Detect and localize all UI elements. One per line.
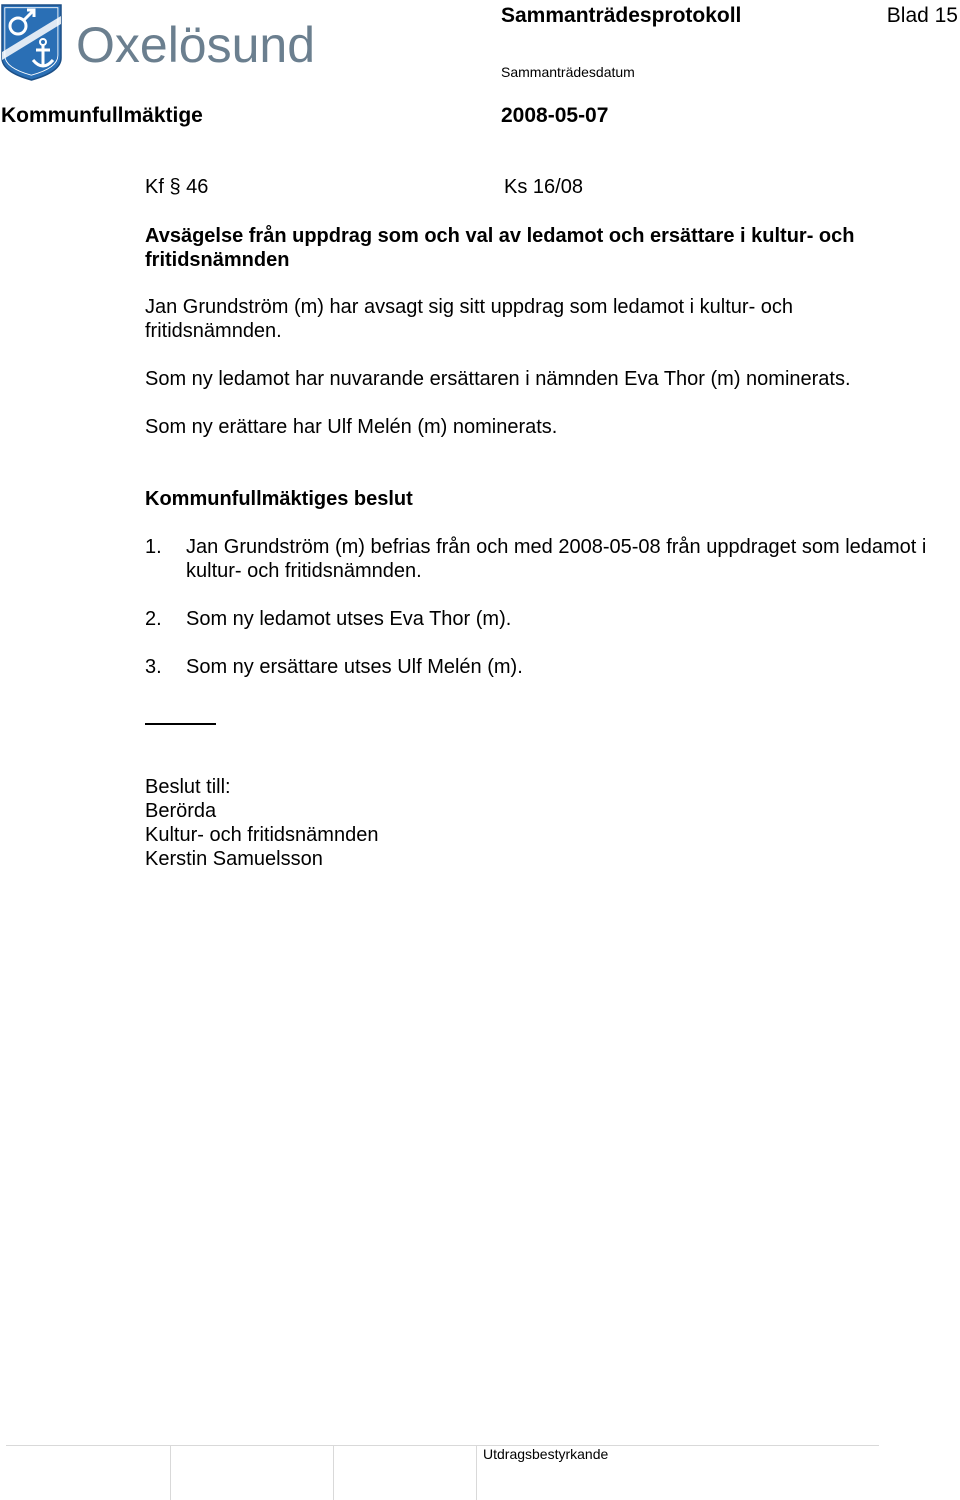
separator-rule bbox=[145, 723, 216, 725]
case-reference-line bbox=[145, 175, 935, 199]
kf-reference: Kf § 46 bbox=[145, 176, 209, 198]
distribution-recipient: Berörda bbox=[145, 800, 217, 822]
decision-text: Som ny ledamot utses Eva Thor (m). bbox=[186, 608, 512, 630]
signature-box-divider bbox=[170, 1446, 171, 1500]
certification-label: Utdragsbestyrkande bbox=[483, 1446, 609, 1462]
coat-of-arms-icon bbox=[2, 5, 61, 80]
decision-number: 3. bbox=[145, 656, 162, 678]
case-paragraph: Som ny ledamot har nuvarande ersättaren i nämnden Eva Thor (m) nominerats. bbox=[145, 368, 851, 390]
meeting-date: 2008-05-07 bbox=[501, 104, 609, 127]
municipality-logo bbox=[0, 2, 340, 82]
decision-number: 1. bbox=[145, 536, 162, 558]
case-paragraph: Som ny erättare har Ulf Melén (m) nominerats. bbox=[145, 416, 558, 438]
logo-text: Oxelösund bbox=[76, 17, 316, 73]
decision-text: Som ny ersättare utses Ulf Melén (m). bbox=[186, 656, 523, 678]
signature-box-divider bbox=[476, 1446, 477, 1500]
distribution-recipient: Kerstin Samuelsson bbox=[145, 848, 323, 870]
decision-item bbox=[145, 535, 935, 583]
decision-heading: Kommunfullmäktiges beslut bbox=[145, 488, 413, 510]
governing-body: Kommunfullmäktige bbox=[1, 104, 203, 127]
ks-reference: Ks 16/08 bbox=[504, 176, 583, 198]
document-type: Sammanträdesprotokoll bbox=[501, 4, 742, 27]
decision-number: 2. bbox=[145, 608, 162, 630]
decision-item bbox=[145, 655, 935, 679]
footer-rule bbox=[6, 1445, 879, 1446]
decision-item bbox=[145, 607, 935, 631]
case-title: Avsägelse från uppdrag som och val av ledamot och ersättare i kultur- och fritidsnämnden bbox=[145, 225, 855, 271]
distribution-recipient: Kultur- och fritidsnämnden bbox=[145, 824, 379, 846]
page-number: Blad 15 bbox=[886, 4, 958, 27]
signature-box-divider bbox=[333, 1446, 334, 1500]
case-paragraph: Jan Grundström (m) har avsagt sig sitt uppdrag som ledamot i kultur- och fritidsnämnden. bbox=[145, 296, 794, 342]
distribution-label: Beslut till: bbox=[145, 776, 231, 798]
decision-text: Jan Grundström (m) befrias från och med 2008-05-08 från uppdraget som ledamot i kultur- och fritidsnämnden. bbox=[186, 536, 927, 582]
meeting-date-label: Sammanträdesdatum bbox=[501, 64, 635, 80]
